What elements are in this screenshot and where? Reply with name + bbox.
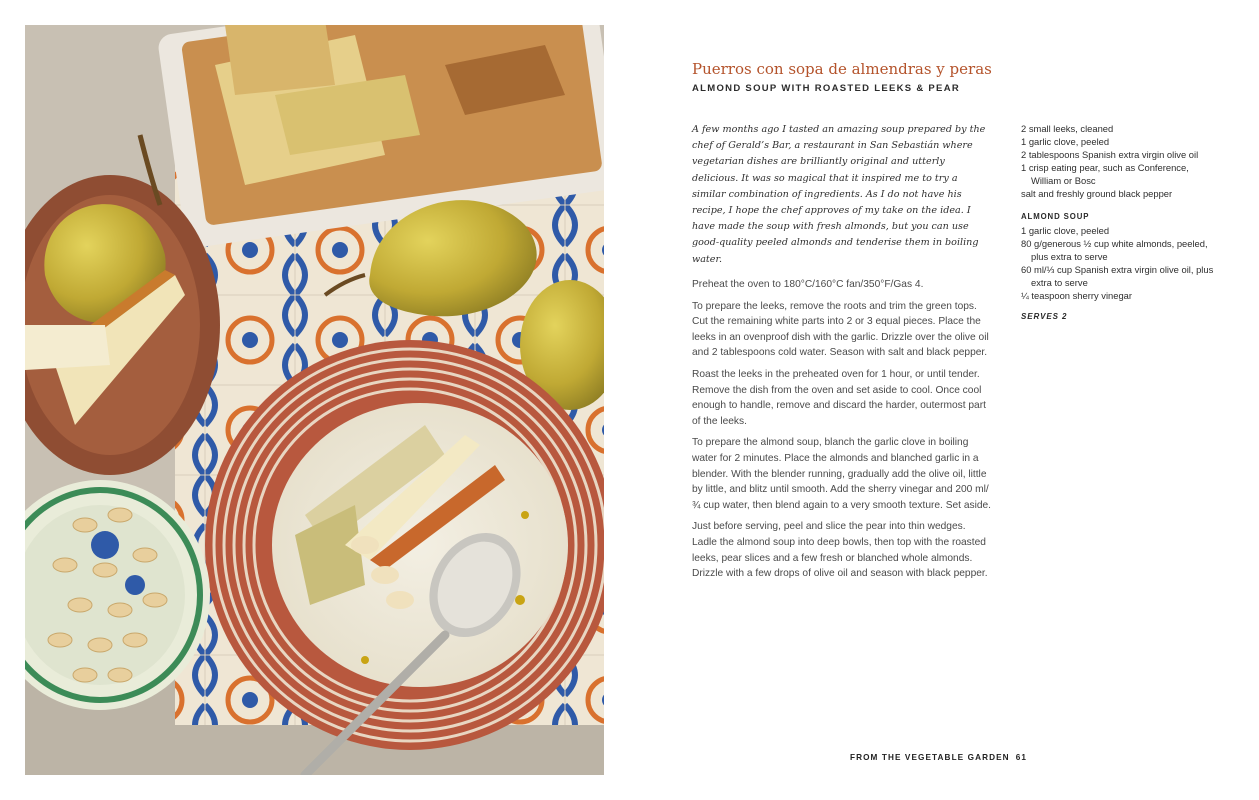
ingredient-item: 1 crisp eating pear, such as Conference, William or Bosc xyxy=(1021,162,1189,187)
page-footer xyxy=(850,753,1027,762)
ingredients-list xyxy=(1021,122,1221,323)
method-step: To prepare the almond soup, blanch the garlic clove in boiling water for 2 minutes. Place the almonds and blanched garlic in a blender. With the blender running, gradually add the olive oil, little by little, and blitz until smooth. Add the sherry vinegar and 200 ml/¾ cup water, then blend again to a very smooth texture. Set aside. xyxy=(692,437,992,511)
almond-soup-heading: ALMOND SOUP xyxy=(1021,211,1090,221)
method-step: To prepare the leeks, remove the roots and trim the green tops. Cut the remaining white parts into 2 or 3 equal pieces. Place the leeks in an ovenproof dish with the garlic. Drizzle over the olive oil and 2 tablespoons cold water. Season with salt and black pepper. xyxy=(692,300,989,359)
recipe-intro: A few months ago I tasted an amazing soup prepared by the chef of Gerald’s Bar, a restaurant in San Sebastián where vegetarian dishes are brilliantly original and utterly delicious. It was so magical that it inspired me to try a similar combination of ingredients. As I do not have his recipe, I hope the chef approves of my take on the idea. I have made the soup with fresh almonds, but you can use good-quality peeled almonds and tenderise them in boiling water. xyxy=(692,124,986,265)
recipe-photo xyxy=(25,25,604,775)
ingredient-item: 80 g/generous ½ cup white almonds, peeled, plus extra to serve xyxy=(1021,237,1208,262)
soup-plate xyxy=(205,340,604,750)
recipe-title-english: ALMOND SOUP WITH ROASTED LEEKS & PEAR xyxy=(692,83,961,94)
footer-section: FROM THE VEGETABLE GARDEN xyxy=(849,753,1010,762)
ingredient-item: 2 small leeks, cleaned xyxy=(1021,123,1114,134)
serves-label: SERVES 2 xyxy=(1021,312,1068,322)
recipe-photo-illustration xyxy=(25,25,604,775)
method-step: Roast the leeks in the preheated oven for 1 hour, or until tender. Remove the dish from the oven and set aside to cool. Once cool enough to handle, remove and discard the harder, outermost part of the leeks. xyxy=(692,368,986,427)
ingredient-item: ¼ teaspoon sherry vinegar xyxy=(1021,290,1133,302)
method-step: Preheat the oven to 180°C/160°C fan/350°F/Gas 4. xyxy=(692,279,924,290)
ingredient-item: 2 tablespoons Spanish extra virgin olive oil xyxy=(1021,149,1199,161)
ingredient-item: 1 garlic clove, peeled xyxy=(1021,224,1110,236)
recipe-method xyxy=(692,277,992,588)
ingredient-item: 60 ml/⅓ cup Spanish extra virgin olive oil, plus extra to serve xyxy=(1021,263,1214,289)
main-ingredients xyxy=(1021,122,1221,201)
soup-ingredients xyxy=(1021,224,1221,303)
ingredient-item: 1 garlic clove, peeled xyxy=(1021,136,1110,148)
method-step: Just before serving, peel and slice the pear into thin wedges. Ladle the almond soup into deep bowls, then top with the roasted leeks, pear slices and a few fresh or blanched whole almonds. Drizzle with a few drops of olive oil and season with black pepper. xyxy=(692,521,988,580)
page-number: 61 xyxy=(1015,753,1027,762)
recipe-title-spanish: Puerros con sopa de almendras y peras xyxy=(692,60,992,78)
ingredient-item: salt and freshly ground black pepper xyxy=(1021,188,1173,200)
